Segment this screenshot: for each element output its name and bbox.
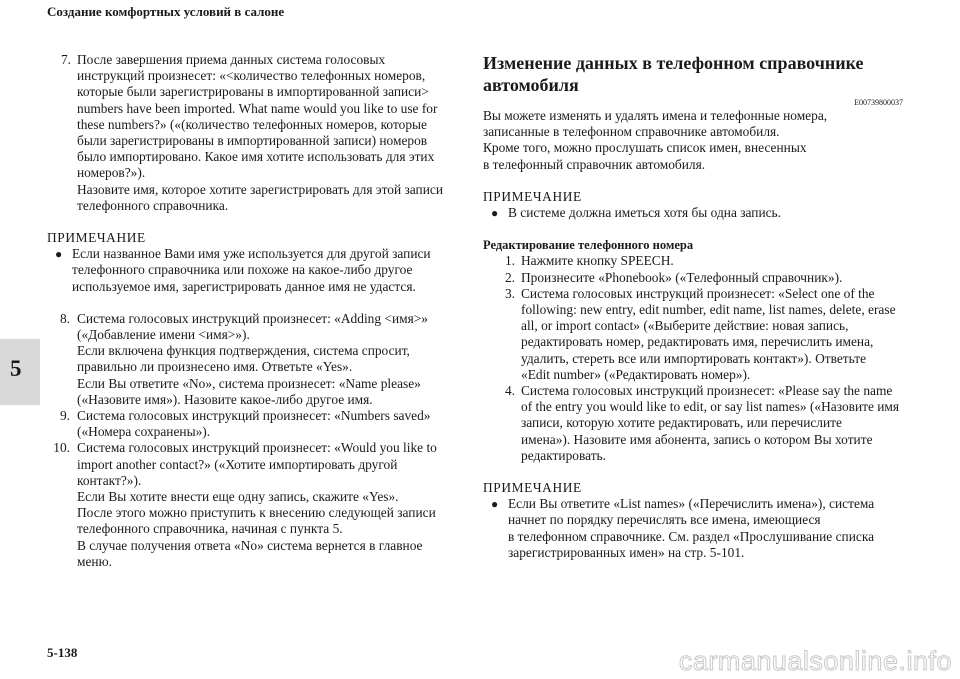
- step-number: 3.: [504, 285, 515, 301]
- text-line: После завершения приема данных система голосовых: [77, 52, 386, 67]
- text-line: all, or import contact» («Выберите действие: новая запись,: [521, 318, 849, 334]
- step-4: [491, 383, 903, 464]
- text-line: of the entry you would like to edit, or say list names» («Назовите имя: [521, 399, 900, 415]
- text-line: Система голосовых инструкций произнесет: «Please say the name: [521, 383, 893, 399]
- bullet-dot-icon: ●: [491, 497, 499, 512]
- step-10: [47, 440, 460, 570]
- watermark: carmanualsonline.info: [678, 646, 952, 676]
- step-number: 1.: [504, 253, 515, 269]
- text-line: контакт?»).: [77, 472, 142, 488]
- note-label: ПРИМЕЧАНИЕ: [483, 188, 582, 204]
- text-line: правильно ли произнесено имя. Ответьте «Yes».: [77, 359, 353, 375]
- chapter-number: 5: [10, 356, 22, 381]
- step-text: [77, 52, 460, 214]
- text-line: удалить, стереть все или импортировать контакт»). Ответьте: [521, 350, 867, 366]
- text-line: имена»). Назовите имя абонента, запись о котором Вы хотите: [521, 431, 873, 447]
- running-header: Создание комфортных условий в салоне: [47, 4, 285, 19]
- text-line: записанные в телефонном справочнике автомобиля.: [483, 124, 780, 140]
- step-text: [521, 383, 903, 464]
- step-text: [77, 440, 460, 570]
- step-1: [491, 253, 903, 269]
- text-line: Если Вы хотите внести еще одну запись, скажите «Yes».: [77, 489, 399, 505]
- note-bullet: [483, 496, 903, 561]
- step-text: [521, 270, 903, 286]
- step-text: [77, 408, 460, 440]
- text-line: («Добавление имени <имя>»).: [77, 327, 250, 343]
- page-number: 5-138: [47, 645, 78, 660]
- text-line: меню.: [77, 553, 112, 569]
- text-line: редактировать номер, редактировать имя, перечислить имена,: [521, 334, 874, 350]
- text-line: номеров?»).: [77, 165, 146, 181]
- step-number: 2.: [504, 269, 515, 285]
- note-label: ПРИМЕЧАНИЕ: [47, 230, 146, 246]
- text-line: Если включена функция подтверждения, система спросит,: [77, 343, 410, 359]
- step-text: [521, 253, 903, 269]
- text-line: После этого можно приступить к внесению следующей записи: [77, 505, 436, 521]
- step-text: [521, 286, 903, 383]
- step-2: [491, 270, 903, 286]
- step-text: [77, 311, 460, 408]
- text-line: «Edit number» («Редактировать номер»).: [521, 366, 751, 382]
- step-7: [47, 52, 460, 214]
- text-line: these numbers?» («(количество телефонных номеров, которые: [77, 116, 427, 132]
- step-number: 8.: [59, 310, 70, 326]
- note-label: ПРИМЕЧАНИЕ: [483, 480, 582, 496]
- note-bullet: [483, 205, 903, 221]
- text-line: Нажмите кнопку SPEECH.: [521, 253, 674, 269]
- text-line: following: new entry, edit number, edit name, list names, delete, erase: [521, 302, 896, 318]
- text-line: Система голосовых инструкций произнесет: «Would you like to: [77, 440, 437, 456]
- step-9: [47, 408, 460, 440]
- text-line: Если названное Вами имя уже используется для другой записи: [72, 246, 431, 262]
- text-line: Произнесите «Phonebook» («Телефонный справочник»).: [521, 269, 843, 285]
- bullet-dot-icon: ●: [55, 247, 63, 262]
- intro-text: [483, 108, 903, 173]
- text-line: были зарегистрированы в импортированной записи) номеров: [77, 133, 428, 149]
- note-text: [508, 496, 903, 561]
- step-number: 9.: [59, 408, 70, 424]
- text-line: («Номера сохранены»).: [77, 424, 211, 440]
- note-bullet: [47, 246, 460, 295]
- text-line: инструкций произнесет: «<количество телефонных номеров,: [77, 68, 426, 84]
- section-code: E00739800037: [854, 98, 903, 107]
- text-line: в телефонный справочник автомобиля.: [483, 156, 706, 172]
- text-line: («Назовите имя»). Назовите какое-либо другое имя.: [77, 391, 373, 407]
- step-number: 7.: [60, 52, 71, 67]
- text-line: Кроме того, можно прослушать список имен, внесенных: [483, 140, 807, 156]
- text-line: которые были зарегистрированы в импортированной записи>: [77, 84, 429, 100]
- note-text: [72, 246, 460, 295]
- text-line: Система голосовых инструкций произнесет: «Select one of the: [521, 285, 875, 301]
- section-title: Изменение данных в телефонном справочнике автомобиля: [483, 53, 864, 95]
- text-line: import another contact?» («Хотите импортировать другой: [77, 456, 398, 472]
- text-line: было импортировано. Какое имя хотите использовать для этих: [77, 149, 435, 165]
- steps-list: [483, 253, 903, 464]
- step-3: [491, 286, 903, 383]
- step-8: [47, 311, 460, 408]
- text-line: телефонного справочника или похоже на какое-либо другое: [72, 262, 413, 278]
- text-line: используемое имя, зарегистрировать данное имя не удастся.: [72, 278, 416, 294]
- text-line: редактировать.: [521, 447, 607, 463]
- text-line: numbers have been imported. What name would you like to use for: [77, 100, 438, 116]
- text-line: зарегистрированных имен» на стр. 5-101.: [508, 544, 745, 560]
- text-line: Вы можете изменять и удалять имена и телефонные номера,: [483, 108, 828, 123]
- text-line: записи, которую хотите редактировать, или перечислите: [521, 415, 842, 431]
- text-line: телефонного справочника.: [77, 197, 229, 213]
- note-text: В системе должна иметься хотя бы одна запись.: [508, 205, 782, 221]
- text-line: Система голосовых инструкций произнесет: «Adding <имя>»: [77, 310, 428, 326]
- subheading: Редактирование телефонного номера: [483, 238, 694, 253]
- step-number: 10.: [53, 440, 70, 456]
- text-line: в телефонном справочнике. См. раздел «Прослушивание списка: [508, 528, 875, 544]
- text-line: начнет по порядку перечислять все имена, имеющиеся: [508, 512, 821, 528]
- bullet-dot-icon: ●: [491, 206, 499, 221]
- text-line: телефонного справочника, начиная с пункта 5.: [77, 521, 343, 537]
- text-line: В случае получения ответа «No» система вернется в главное: [77, 537, 423, 553]
- left-column: [47, 52, 460, 570]
- text-line: Система голосовых инструкций произнесет: «Numbers saved»: [77, 408, 431, 424]
- text-line: Назовите имя, которое хотите зарегистрировать для этой записи: [77, 181, 443, 197]
- right-column: [483, 52, 903, 561]
- text-line: Если Вы ответите «List names» («Перечислить имена»), система: [508, 496, 875, 512]
- step-number: 4.: [504, 383, 515, 399]
- text-line: Если Вы ответите «No», система произнесет: «Name please»: [77, 375, 421, 391]
